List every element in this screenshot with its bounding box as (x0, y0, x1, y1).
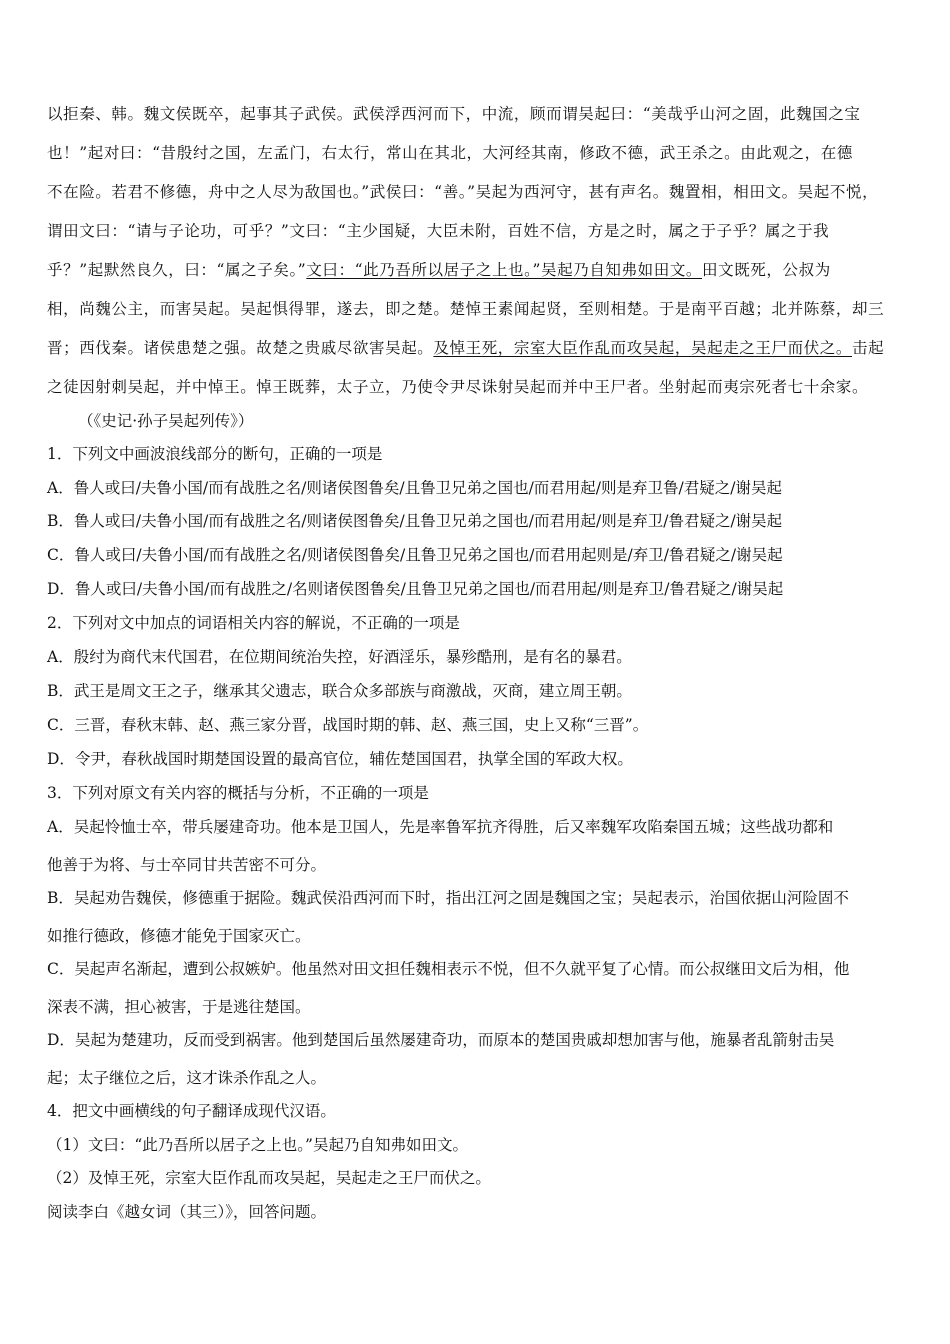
q4-stem: 4．把文中画横线的句子翻译成现代汉语。 (47, 1102, 336, 1120)
q3-option-c-line-1: C．吴起声名渐起，遭到公叔嫉妒。他虽然对田文担任魏相表示不悦，但不久就平复了心情。而公叔继田文后为相，他 (47, 960, 850, 978)
q3-option-d-line-2: 起；太子继位之后，这才诛杀作乱之人。 (47, 1069, 327, 1087)
q2-option-c: C．三晋，春秋末韩、赵、燕三家分晋，战国时期的韩、赵、燕三国，史上又称“三晋”。 (47, 716, 649, 734)
q2-option-d: D．令尹，春秋战国时期楚国设置的最高官位，辅佐楚国国君，执掌全国的军政大权。 (47, 750, 633, 768)
q3-option-b-line-2: 如推行德政，修德才能免于国家灭亡。 (47, 927, 311, 945)
q3-option-d-line-1: D．吴起为楚建功，反而受到祸害。他到楚国后虽然屡建奇功，而原本的楚国贵戚却想加害与他，施暴者乱箭射击吴 (47, 1031, 835, 1049)
q1-option-c: C．鲁人或曰/夫鲁小国/而有战胜之名/则诸侯图鲁矣/且鲁卫兄弟之国也/而君用起则是/弃卫/鲁君疑之/谢吴起 (47, 546, 783, 564)
q3-option-c-line-2: 深表不满，担心被害，于是逃往楚国。 (47, 998, 311, 1016)
underlined-sentence-1: 文曰：“此乃吾所以居子之上也。”吴起乃自知弗如田文。 (306, 261, 703, 279)
q1-option-b: B．鲁人或曰/夫鲁小国/而有战胜之名/则诸侯图鲁矣/且鲁卫兄弟之国也/而君用起/则是弃卫/鲁君疑之/谢吴起 (47, 512, 783, 530)
q3-option-a-line-1: A．吴起怜恤士卒，带兵屡建奇功。他本是卫国人，先是率鲁军抗齐得胜，后又率魏军攻陷秦国五城；这些战功都和 (47, 818, 834, 836)
passage-line-5-end: 田文既死，公叔为 (702, 261, 831, 279)
passage-line-7-end: 击起 (852, 339, 885, 357)
q1-option-a: A．鲁人或曰/夫鲁小国/而有战胜之名/则诸侯图鲁矣/且鲁卫兄弟之国也/而君用起/则是弃卫鲁/君疑之/谢吴起 (47, 479, 782, 497)
passage-line-2: 也！”起对曰：“昔殷纣之国，左孟门，右太行，常山在其北，大河经其南，修政不德，武王杀之。由此观之，在德 (47, 144, 853, 162)
passage-line-8: 之徒因射刺吴起，并中悼王。悼王既葬，太子立，乃使令尹尽诛射吴起而并中王尸者。坐射起而夷宗死者七十余家。 (47, 378, 869, 396)
passage-line-7 (47, 338, 884, 358)
passage-source: （《史记·孙子吴起列传》） (78, 412, 254, 430)
passage-line-6: 相，尚魏公主，而害吴起。吴起惧得罪，遂去，即之楚。楚悼王素闻起贤，至则相楚。于是南平百越；北并陈蔡，却三 (47, 300, 885, 318)
passage-line-5-start: 乎？”起默然良久，曰：“属之子矣。” (47, 261, 307, 279)
q2-option-a: A．殷纣为商代末代国君，在位期间统治失控，好酒淫乐，暴殄酷刑，是有名的暴君。 (47, 648, 632, 666)
passage-line-7-start: 晋；西伐秦。诸侯患楚之强。故楚之贵戚尽欲害吴起。 (47, 339, 434, 357)
passage-line-4: 谓田文曰：“请与子论功，可乎？”文曰：“主少国疑，大臣未附，百姓不信，方是之时，属之于子乎？属之于我 (47, 222, 830, 240)
q2-option-b: B．武王是周文王之子，继承其父遗志，联合众多部族与商激战，灭商，建立周王朝。 (47, 682, 632, 700)
q3-option-a-line-2: 他善于为将、与士卒同甘共苦密不可分。 (47, 856, 327, 874)
q2-stem: 2．下列对文中加点的词语相关内容的解说，不正确的一项是 (47, 614, 460, 632)
q4-sentence-2: （2）及悼王死，宗室大臣作乱而攻吴起，吴起走之王尸而伏之。 (47, 1169, 491, 1187)
q4-sentence-1: （1）文曰：“此乃吾所以居子之上也。”吴起乃自知弗如田文。 (47, 1136, 468, 1154)
passage-line-5 (47, 260, 831, 280)
next-section-instruction: 阅读李白《越女词（其三）》，回答问题。 (47, 1203, 327, 1221)
q1-option-d: D．鲁人或曰/夫鲁小国/而有战胜之/名则诸侯图鲁矣/且鲁卫兄弟之国也/而君用起/则是弃卫/鲁君疑之/谢吴起 (47, 580, 784, 598)
passage-line-3: 不在险。若君不修德，舟中之人尽为敌国也。”武侯曰：“善。”吴起为西河守，甚有声名。魏置相，相田文。吴起不悦， (47, 183, 879, 201)
q3-stem: 3．下列对原文有关内容的概括与分析，不正确的一项是 (47, 784, 429, 802)
passage-line-1: 以拒秦、韩。魏文侯既卒，起事其子武侯。武侯浮西河而下，中流，顾而谓吴起曰：“美哉乎山河之固，此魏国之宝 (47, 105, 861, 123)
underlined-sentence-2: 及悼王死，宗室大臣作乱而攻吴起，吴起走之王尸而伏之。 (433, 339, 853, 357)
q1-stem: 1．下列文中画波浪线部分的断句，正确的一项是 (47, 445, 383, 463)
q3-option-b-line-1: B．吴起劝告魏侯，修德重于据险。魏武侯沿西河而下时，指出江河之固是魏国之宝；吴起表示，治国依据山河险固不 (47, 889, 849, 907)
